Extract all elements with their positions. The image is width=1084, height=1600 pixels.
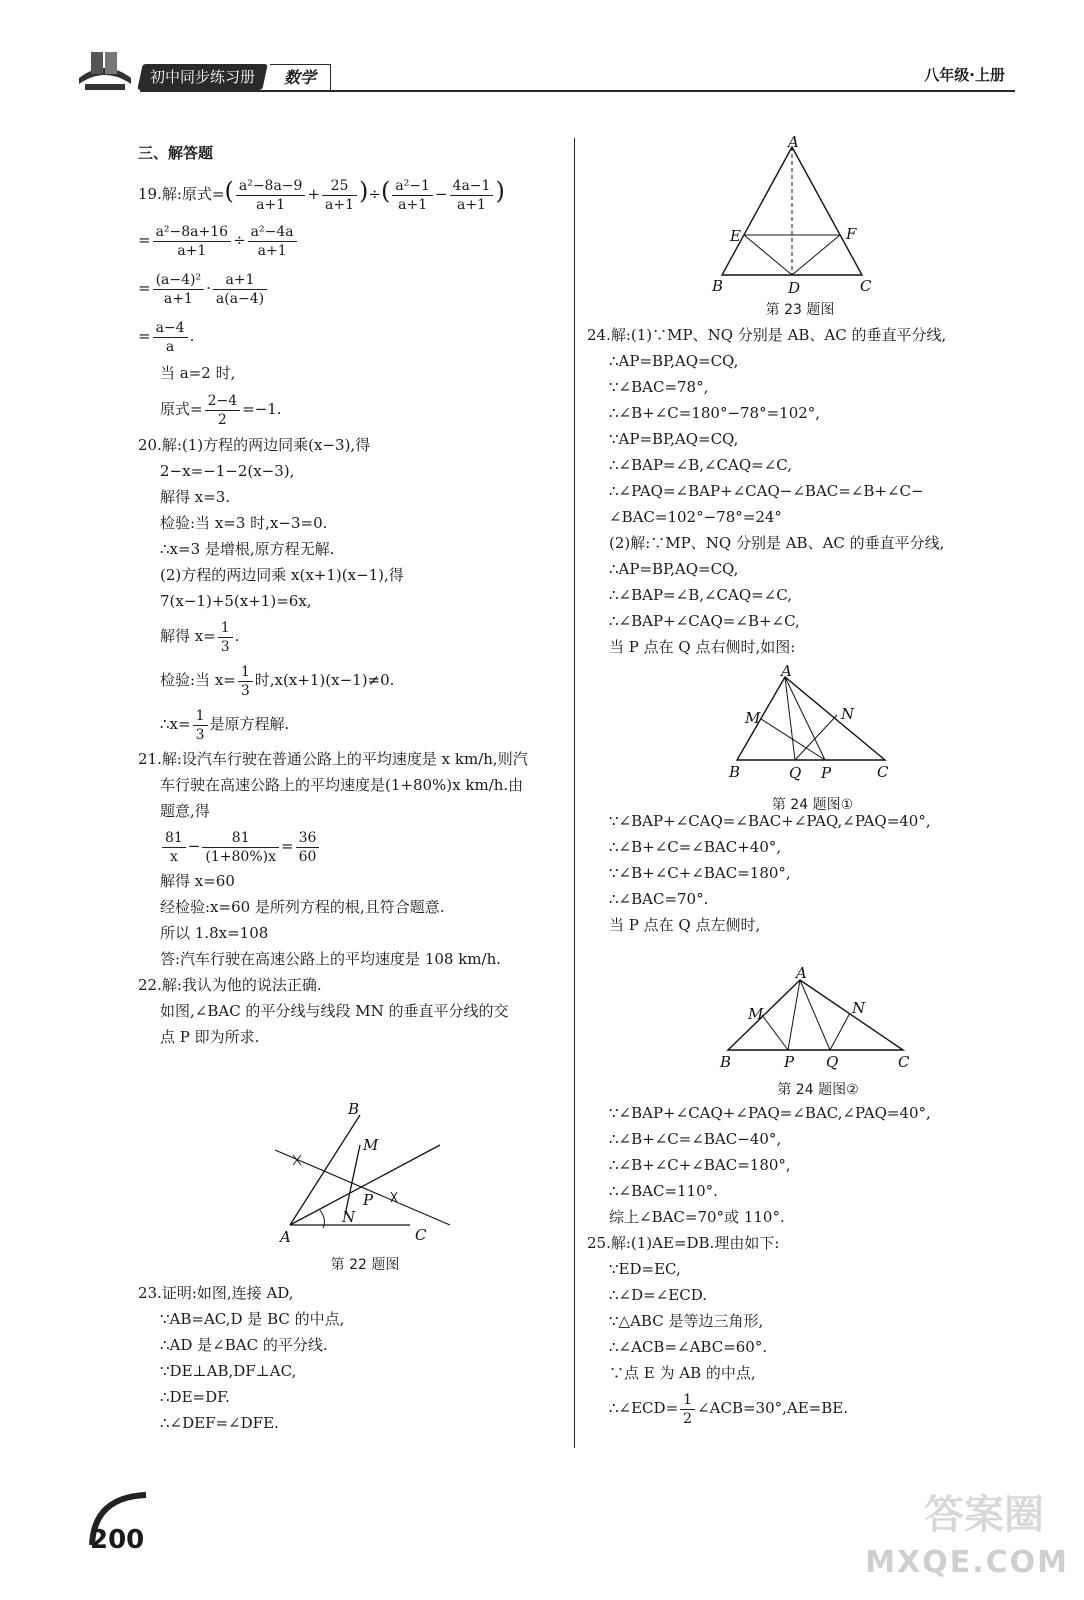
fig24b-label-P: P (784, 1053, 795, 1071)
q20-line-2: 2−x=−1−2(x−3), (160, 462, 295, 480)
q21-line-5: 经检验:x=60 是所列方程的根,且符合题意. (160, 898, 445, 916)
q24b-line-5: 当 P 点在 Q 点左侧时, (609, 916, 761, 934)
q25-line-3: ∴∠D=∠ECD. (609, 1286, 707, 1304)
q20-check: 检验:当 x= $\frac{1}{3}$ 时,x(x+1)(x−1)≠0. (160, 663, 395, 699)
q24a-line-7: ∴∠PAQ=∠BAP+∠CAQ−∠BAC=∠B+∠C− (609, 482, 924, 500)
fig24a-label-C: C (877, 763, 889, 781)
fig24a-label-Q: Q (789, 764, 802, 782)
q20-line-4: 检验:当 x=3 时,x−3=0. (160, 514, 328, 532)
q20-line-1: 20.解:(1)方程的两边同乘(x−3),得 (138, 436, 371, 454)
left-column (138, 140, 568, 1050)
fig24a-label-A: A (781, 665, 792, 680)
fig24b-label-C: C (898, 1053, 910, 1071)
q22-line-2: 如图,∠BAC 的平分线与线段 MN 的垂直平分线的交 (160, 1002, 509, 1020)
series-title: 初中同步练习册 (137, 64, 268, 90)
q24a-line-13: 当 P 点在 Q 点右侧时,如图: (609, 638, 796, 656)
fig23-label-E: E (730, 227, 741, 245)
q25-line-2: ∵ED=EC, (609, 1260, 681, 1278)
q21-line-1: 21.解:设汽车行驶在普通公路上的平均速度是 x km/h,则汽 (138, 750, 528, 768)
q20-solve: 解得 x= $\frac{1}{3}$ . (160, 619, 240, 655)
q24c-block (587, 1100, 1047, 1430)
q24b-line-1: ∵∠BAP+∠CAQ=∠BAC+∠PAQ,∠PAQ=40°, (609, 812, 931, 830)
q24c-line-2: ∴∠B+∠C=∠BAC−40°, (609, 1130, 782, 1148)
q21-line-6: 所以 1.8x=108 (160, 924, 269, 942)
grade-label: 八年级·上册 (924, 66, 1005, 84)
figure-23-diagram (710, 135, 890, 295)
q23-line-3: ∴AD 是∠BAC 的平分线. (160, 1336, 328, 1354)
q23-line-1: 23.证明:如图,连接 AD, (138, 1284, 294, 1302)
fig23-caption: 第 23 题图 (765, 302, 835, 318)
fig22-label-M: M (363, 1136, 379, 1154)
q24a-line-6: ∴∠BAP=∠B,∠CAQ=∠C, (609, 456, 793, 474)
q21-line-3: 题意,得 (160, 802, 210, 820)
q24a-line-3: ∵∠BAC=78°, (609, 378, 709, 396)
fig24b-caption: 第 24 题图② (777, 1082, 859, 1098)
q24b-line-2: ∴∠B+∠C=∠BAC+40°, (609, 838, 782, 856)
q23-block (138, 1280, 568, 1436)
q20-line-7: 7(x−1)+5(x+1)=6x, (160, 592, 312, 610)
q25-line-1: 25.解:(1)AE=DB.理由如下: (587, 1234, 780, 1252)
header-rule (140, 90, 1015, 92)
q20-line-3: 解得 x=3. (160, 488, 231, 506)
fig23-label-C: C (860, 277, 872, 295)
q23-line-6: ∴∠DEF=∠DFE. (160, 1414, 279, 1432)
q24a-line-2: ∴AP=BP,AQ=CQ, (609, 352, 739, 370)
fig24a-label-M: M (745, 709, 761, 727)
figure-24a (725, 665, 900, 815)
q25-line-4: ∵△ABC 是等边三角形, (609, 1312, 764, 1330)
fig22-caption: 第 22 题图 (330, 1257, 400, 1273)
fig24a-caption: 第 24 题图① (771, 797, 854, 813)
fig22-label-C: C (415, 1226, 427, 1244)
q24c-line-4: ∴∠BAC=110°. (609, 1182, 718, 1200)
q24a-line-12: ∴∠BAP+∠CAQ=∠B+∠C, (609, 612, 800, 630)
q24b-block (587, 808, 1047, 938)
fig24a-label-B: B (729, 763, 741, 781)
q21-line-4: 解得 x=60 (160, 872, 235, 890)
section-title: 三、解答题 (138, 144, 214, 162)
q20-conclusion: ∴x= $\frac{1}{3}$ 是原方程解. (160, 707, 290, 743)
q21-equation: $\frac{81}{x}$ − $\frac{81}{(1+80\%)x}$ = $\frac{36}{60}$ (138, 824, 568, 868)
figure-22-diagram (265, 1100, 465, 1250)
fig23-label-D: D (788, 279, 801, 295)
figure-24b-diagram (718, 965, 918, 1075)
q24c-line-3: ∴∠B+∠C+∠BAC=180°, (609, 1156, 791, 1174)
q19-line-6: 原式= $\frac{2-4}{2}$ =−1. (160, 392, 282, 428)
q23-line-4: ∵DE⊥AB,DF⊥AC, (160, 1362, 297, 1380)
fig23-label-A: A (788, 135, 799, 151)
q19-line-4: = $\frac{a-4}{a}$ . (138, 319, 195, 355)
fig22-label-B: B (348, 1100, 360, 1118)
fig22-label-N: N (342, 1208, 356, 1226)
book-logo-icon (75, 48, 135, 92)
q19-line-1: 19.解:原式=( $\frac{\text{a²−8a−9}}{a+1}$ + $\frac{25}{a+1}$ )÷( $\frac{\text{a²−1}}{a+1}$ − $\frac{4a-1}{a+1}$ ) (138, 177, 505, 213)
q20-line-5: ∴x=3 是增根,原方程无解. (160, 540, 335, 558)
fig22-label-A: A (280, 1228, 291, 1246)
q25-line-7: ∴∠ECD= $\frac{1}{2}$ ∠ACB=30°,AE=BE. (609, 1391, 848, 1427)
q25-line-6: ∵点 E 为 AB 的中点, (609, 1364, 756, 1382)
fig24b-label-N: N (852, 999, 866, 1017)
q24c-line-5: 综上∠BAC=70°或 110°. (609, 1208, 785, 1226)
page-number: 200 (90, 1525, 145, 1555)
fig23-label-F: F (846, 225, 857, 243)
q24a-line-5: ∵AP=BP,AQ=CQ, (609, 430, 739, 448)
q19-line-2: = $\frac{\text{a²−8a+16}}{a+1}$ ÷ $\frac{\text{a²−4a}}{a+1}$ (138, 216, 568, 264)
figure-24b (718, 965, 918, 1100)
fig22-label-P: P (363, 1191, 374, 1209)
q24a-line-4: ∴∠B+∠C=180°−78°=102°, (609, 404, 821, 422)
q24a-line-8: ∠BAC=102°−78°=24° (609, 508, 782, 526)
column-divider (574, 138, 575, 1448)
q19-line-5: 当 a=2 时, (160, 364, 236, 382)
q23-line-5: ∴DE=DF. (160, 1388, 230, 1406)
q24a-block (587, 322, 1047, 660)
page-header (70, 40, 1015, 100)
q24a-line-1: 24.解:(1)∵MP、NQ 分别是 AB、AC 的垂直平分线, (587, 326, 947, 344)
q25-line-5: ∴∠ACB=∠ABC=60°. (609, 1338, 768, 1356)
fig24b-label-M: M (748, 1005, 764, 1023)
q23-line-2: ∵AB=AC,D 是 BC 的中点, (160, 1310, 345, 1328)
q24b-line-4: ∴∠BAC=70°. (609, 890, 709, 908)
figure-23 (710, 135, 890, 318)
fig24b-label-Q: Q (826, 1053, 839, 1071)
figure-22 (265, 1100, 465, 1273)
q24a-line-10: ∴AP=BP,AQ=CQ, (609, 560, 739, 578)
fig24b-label-B: B (720, 1053, 732, 1071)
figure-24a-diagram (725, 665, 900, 790)
q24a-line-11: ∴∠BAP=∠B,∠CAQ=∠C, (609, 586, 793, 604)
q22-line-1: 22.解:我认为他的说法正确. (138, 976, 322, 994)
q22-line-3: 点 P 即为所求. (160, 1028, 260, 1046)
q24a-line-9: (2)解:∵MP、NQ 分别是 AB、AC 的垂直平分线, (609, 534, 945, 552)
q21-line-2: 车行驶在高速公路上的平均速度是(1+80%)x km/h.由 (160, 776, 524, 794)
q20-line-6: (2)方程的两边同乘 x(x+1)(x−1),得 (160, 566, 404, 584)
fig24a-label-N: N (841, 705, 855, 723)
watermark: MXQE.COM (865, 1545, 1069, 1580)
fig24b-label-A: A (796, 965, 807, 982)
fig23-label-B: B (712, 277, 724, 295)
q21-line-7: 答:汽车行驶在高速公路上的平均速度是 108 km/h. (160, 950, 502, 968)
q19-line-3: = $\frac{\text{(a−4)²}}{a+1}$ · $\frac{a+1}{a(a-4)}$ (138, 264, 568, 312)
watermark-logo: 答案圈 (924, 1491, 1044, 1538)
q24b-line-3: ∵∠B+∠C+∠BAC=180°, (609, 864, 791, 882)
fig24a-label-P: P (821, 764, 832, 782)
subject-label: 数学 (270, 64, 331, 92)
q24c-line-1: ∵∠BAP+∠CAQ+∠PAQ=∠BAC,∠PAQ=40°, (609, 1104, 931, 1122)
